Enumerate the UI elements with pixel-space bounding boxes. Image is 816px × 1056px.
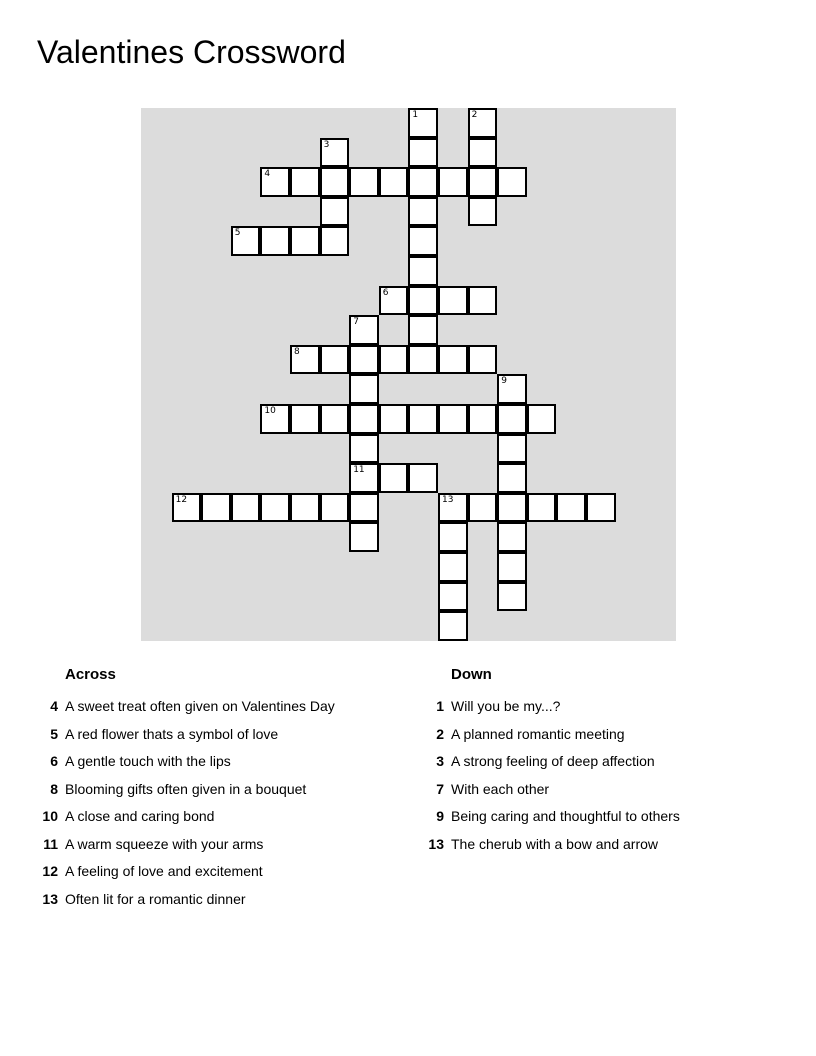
grid-cell[interactable] <box>497 522 527 552</box>
grid-cell[interactable] <box>260 404 290 434</box>
clue-number: 10 <box>264 406 276 416</box>
grid-cell[interactable] <box>260 493 290 523</box>
clue-text: Blooming gifts often given in a bouquet <box>65 780 307 797</box>
grid-cell[interactable] <box>468 493 498 523</box>
clue-number: 6 <box>382 287 389 298</box>
clue-number: 13 <box>42 890 58 907</box>
grid-cell[interactable] <box>349 404 379 434</box>
across-clue <box>30 724 390 752</box>
down-heading: Down <box>451 666 492 683</box>
clue-number: 12 <box>175 494 188 505</box>
grid-cell[interactable] <box>290 345 320 375</box>
grid-cell[interactable] <box>497 552 527 582</box>
grid-cell[interactable] <box>349 493 379 523</box>
clue-text: A close and caring bond <box>65 808 215 824</box>
grid-cell[interactable] <box>468 138 498 168</box>
grid-cell[interactable] <box>438 286 468 316</box>
clue-number: 13 <box>442 494 454 505</box>
grid-cell[interactable] <box>290 167 320 197</box>
clue-number: 9 <box>436 808 444 824</box>
clue-number: 4 <box>50 698 58 714</box>
down-clue <box>416 724 776 752</box>
grid-cell[interactable] <box>586 493 616 523</box>
clue-number: 2 <box>471 110 478 120</box>
clue-text: Being caring and thoughtful to others <box>451 808 680 824</box>
grid-cell[interactable] <box>320 197 350 227</box>
grid-cell[interactable] <box>172 493 202 523</box>
grid-cell[interactable] <box>438 345 468 375</box>
grid-cell[interactable] <box>468 286 498 316</box>
clue-number: 8 <box>294 346 300 357</box>
grid-cell[interactable] <box>468 345 498 375</box>
grid-cell[interactable] <box>408 138 438 168</box>
grid-cell[interactable] <box>527 404 557 434</box>
grid-cell[interactable] <box>379 286 409 316</box>
across-clue <box>30 834 390 862</box>
grid-cell[interactable] <box>497 493 527 523</box>
down-clue <box>416 806 776 834</box>
clue-number: 11 <box>43 835 58 852</box>
clue-number: 5 <box>50 725 58 742</box>
clue-number: 13 <box>428 835 444 852</box>
grid-cell[interactable] <box>408 463 438 493</box>
grid-cell[interactable] <box>468 404 498 434</box>
clue-number: 12 <box>42 863 58 879</box>
page-title: Valentines Crossword <box>37 34 346 70</box>
across-clue <box>30 889 390 917</box>
grid-cell[interactable] <box>260 226 290 256</box>
clue-number: 1 <box>412 110 419 120</box>
grid-cell[interactable] <box>408 404 438 434</box>
across-clue <box>30 779 390 807</box>
grid-cell[interactable] <box>438 522 468 552</box>
grid-cell[interactable] <box>497 582 527 612</box>
across-clue <box>30 696 390 724</box>
clue-number: 10 <box>42 808 58 824</box>
grid-cell[interactable] <box>438 582 468 612</box>
clue-number: 1 <box>436 698 444 714</box>
grid-cell[interactable] <box>497 463 527 493</box>
grid-cell[interactable] <box>201 493 231 523</box>
grid-cell[interactable] <box>556 493 586 523</box>
grid-cell[interactable] <box>408 256 438 286</box>
grid-cell[interactable] <box>290 493 320 523</box>
grid-cell[interactable] <box>320 167 350 197</box>
grid-cell[interactable] <box>438 167 468 197</box>
grid-cell[interactable] <box>497 434 527 464</box>
grid-cell[interactable] <box>349 315 379 345</box>
clue-number: 8 <box>50 780 58 797</box>
clue-text: A red flower thats a symbol of love <box>65 725 279 742</box>
down-clue <box>416 696 776 724</box>
grid-cell[interactable] <box>497 167 527 197</box>
clue-text: With each other <box>451 780 550 797</box>
grid-cell[interactable] <box>290 404 320 434</box>
clue-text: A sweet treat often given on Valentines Day <box>65 698 335 714</box>
grid-cell[interactable] <box>379 463 409 493</box>
crossword-grid <box>141 108 676 641</box>
grid-cell[interactable] <box>408 286 438 316</box>
across-heading: Across <box>65 666 116 683</box>
grid-cell[interactable] <box>408 345 438 375</box>
grid-cell[interactable] <box>379 167 409 197</box>
grid-cell[interactable] <box>231 226 261 256</box>
grid-cell[interactable] <box>379 404 409 434</box>
clue-number: 3 <box>436 753 444 769</box>
grid-cell[interactable] <box>408 226 438 256</box>
down-clue <box>416 779 776 807</box>
clue-text: Often lit for a romantic dinner <box>65 890 246 907</box>
across-clue <box>30 806 390 834</box>
clue-number: 3 <box>323 139 330 150</box>
clue-text: A warm squeeze with your arms <box>65 835 264 852</box>
across-clue <box>30 751 390 779</box>
clue-number: 5 <box>234 228 241 239</box>
grid-cell[interactable] <box>497 374 527 404</box>
grid-cell[interactable] <box>527 493 557 523</box>
grid-cell[interactable] <box>320 226 350 256</box>
grid-cell[interactable] <box>438 493 468 523</box>
grid-cell[interactable] <box>349 463 379 493</box>
clue-text: A strong feeling of deep affection <box>451 753 655 769</box>
grid-cell[interactable] <box>231 493 261 523</box>
across-clue <box>30 861 390 889</box>
clue-number: 2 <box>436 725 444 742</box>
clue-number: 6 <box>50 753 58 769</box>
clue-number: 7 <box>353 317 359 328</box>
down-clue <box>416 834 776 862</box>
clue-text: A feeling of love and excitement <box>65 863 263 879</box>
down-clues <box>416 664 776 861</box>
grid-cell[interactable] <box>320 138 350 168</box>
grid-cell[interactable] <box>408 108 438 138</box>
clue-number: 4 <box>264 169 271 180</box>
clue-text: A planned romantic meeting <box>451 725 625 742</box>
grid-cell[interactable] <box>320 404 350 434</box>
grid-cell[interactable] <box>349 434 379 464</box>
grid-cell[interactable] <box>260 167 290 197</box>
grid-cell[interactable] <box>438 404 468 434</box>
down-clue <box>416 751 776 779</box>
grid-cell[interactable] <box>408 315 438 345</box>
clue-number: 11 <box>353 465 365 476</box>
down-clue-list <box>416 696 776 861</box>
grid-cell[interactable] <box>290 226 320 256</box>
grid-cell[interactable] <box>468 167 498 197</box>
across-clue-list <box>30 696 390 916</box>
clue-text: A gentle touch with the lips <box>65 753 231 769</box>
across-clues <box>30 664 390 916</box>
grid-cell[interactable] <box>349 374 379 404</box>
grid-cell[interactable] <box>408 167 438 197</box>
grid-cell[interactable] <box>320 493 350 523</box>
grid-cell[interactable] <box>497 404 527 434</box>
grid-cell[interactable] <box>349 345 379 375</box>
grid-cell[interactable] <box>349 522 379 552</box>
grid-cell[interactable] <box>438 552 468 582</box>
grid-cell[interactable] <box>408 197 438 227</box>
grid-cell[interactable] <box>320 345 350 375</box>
clue-number: 9 <box>501 376 507 387</box>
clue-text: The cherub with a bow and arrow <box>451 835 658 852</box>
clue-text: Will you be my...? <box>451 698 561 714</box>
grid-cell[interactable] <box>468 108 498 138</box>
grid-cell[interactable] <box>379 345 409 375</box>
grid-cell[interactable] <box>468 197 498 227</box>
clue-number: 7 <box>436 780 444 797</box>
grid-cell[interactable] <box>438 611 468 641</box>
grid-cell[interactable] <box>349 167 379 197</box>
